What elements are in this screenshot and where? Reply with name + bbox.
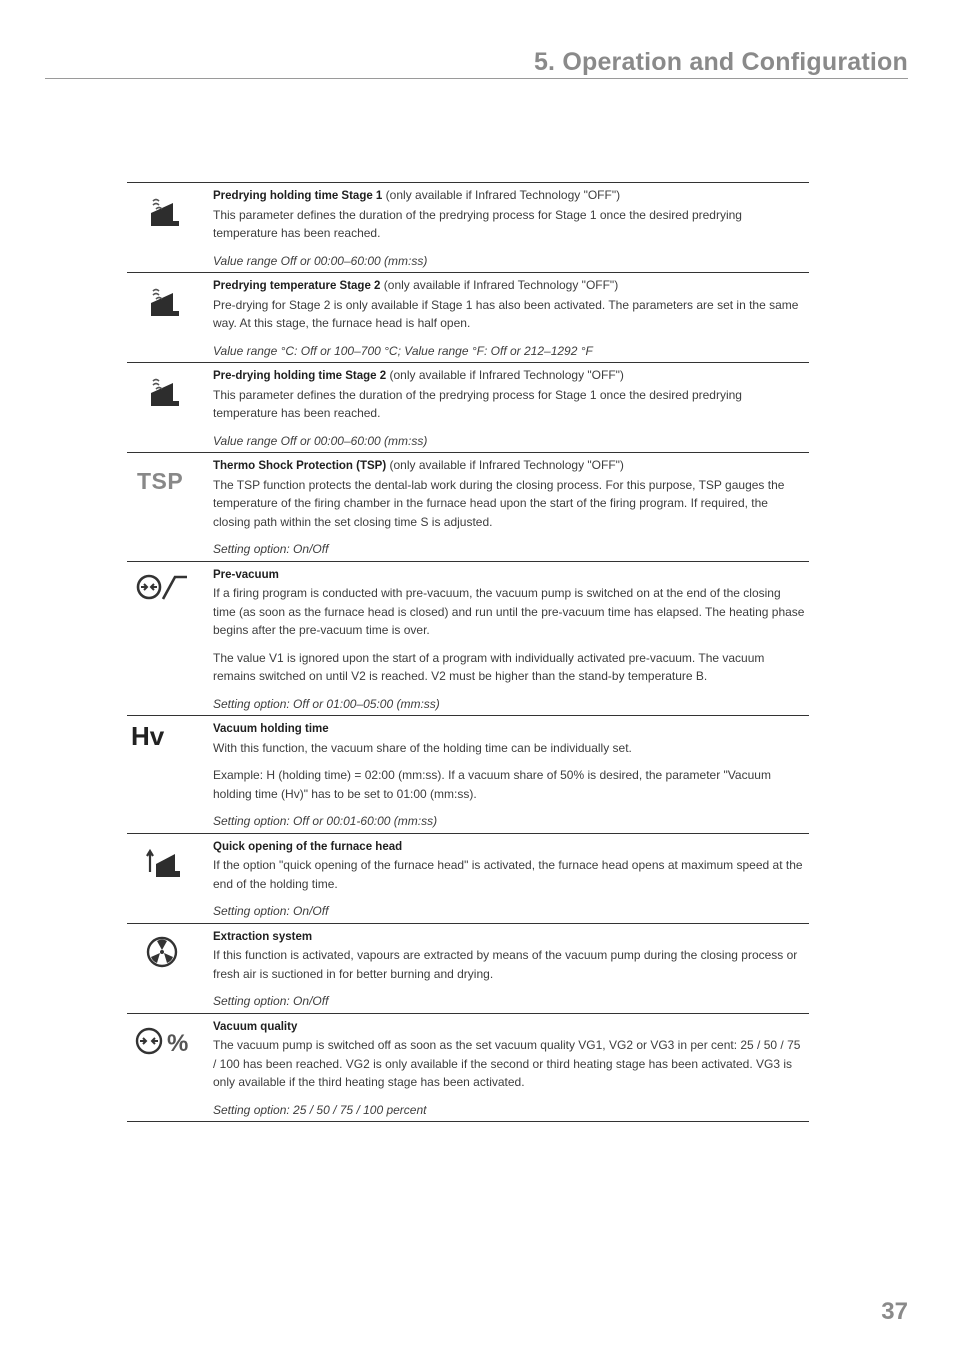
row-description: If this function is activated, vapours are extracted by means of the vacuum pump during the closing process or fresh air is suctioned in for better burning and drying.: [213, 948, 798, 981]
parameter-row: [127, 716, 809, 834]
row-description: If a firing program is conducted with pre-vacuum, the vacuum pump is switched on at the end of the closing time (as soon as the furnace head is closed) and run until the pre-vacuum time has elapsed. The heating phase begins after the pre-vacuum time is over.: [213, 586, 805, 637]
parameter-row: [127, 273, 809, 363]
row-value-range: Setting option: 25 / 50 / 75 / 100 percent: [213, 1102, 427, 1117]
row-title-note: (only available if Infrared Technology "OFF"): [386, 368, 624, 382]
parameter-row: [127, 1014, 809, 1123]
row-value-range: Setting option: On/Off: [213, 904, 329, 918]
predrying-icon: [147, 285, 187, 319]
row-description: This parameter defines the duration of the predrying process for Stage 1 once the desired predrying temperature has been reached.: [213, 207, 742, 240]
parameter-row: [127, 924, 809, 1014]
row-description: This parameter defines the duration of the predrying process for Stage 1 once the desired predrying temperature has been reached.: [213, 387, 742, 420]
extraction-fan-icon: [145, 935, 181, 969]
row-description: Example: H (holding time) = 02:00 (mm:ss). If a vacuum share of 50% is desired, the parameter "Vacuum holding time (Hv)" has to be set to 01:00 (mm:ss).: [213, 768, 771, 801]
row-title: Thermo Shock Protection (TSP): [213, 460, 387, 472]
row-description: The TSP function protects the dental-lab work during the closing process. For this purpose, TSP gauges the temperature of the firing chamber in the furnace head upon the start of the firing program. If required, the closing path within the set closing time S is adjusted.: [213, 477, 785, 529]
tsp-icon: TSP: [137, 468, 184, 494]
predrying-icon: [147, 195, 187, 229]
row-title: Predrying holding time Stage 1: [213, 190, 383, 202]
quick-opening-icon: [145, 846, 185, 880]
row-value-range: Value range Off or 00:00–60:00 (mm:ss): [213, 433, 428, 448]
row-description: With this function, the vacuum share of the holding time can be individually set.: [213, 740, 632, 755]
vacuum-quality-icon: [133, 1025, 193, 1057]
parameter-row: [127, 562, 809, 717]
row-title: Vacuum holding time: [213, 723, 329, 735]
row-title: Extraction system: [213, 930, 313, 943]
page-number: 37: [881, 1298, 908, 1325]
parameter-row: [127, 453, 809, 562]
parameter-row: [127, 834, 809, 924]
row-description: Pre-drying for Stage 2 is only available if Stage 1 has also been activated. The parameters are set in the same way. At this stage, the furnace head is half open.: [213, 297, 799, 330]
row-title: Pre-drying holding time Stage 2: [213, 370, 387, 382]
pre-vacuum-icon: [135, 571, 189, 603]
row-title-note: (only available if Infrared Technology "OFF"): [382, 188, 621, 202]
parameter-table: [127, 182, 809, 1122]
row-description: The value V1 is ignored upon the start of a program with individually activated pre-vacuum. The vacuum remains switched on until V2 is reached. V2 must be higher than the stand-by temperature B.: [213, 650, 765, 683]
row-title: Predrying temperature Stage 2: [213, 280, 381, 292]
row-description: If the option "quick opening of the furnace head" is activated, the furnace head opens at maximum speed at the end of the holding time.: [213, 858, 803, 891]
vacuum-holding-icon: Hv: [131, 721, 165, 751]
row-value-range: Value range Off or 00:00–60:00 (mm:ss): [213, 253, 428, 268]
row-title: Vacuum quality: [213, 1020, 298, 1033]
row-value-range: Setting option: On/Off: [213, 542, 329, 556]
row-description: The vacuum pump is switched off as soon as the set vacuum quality VG1, VG2 or VG3 in per cent: 25 / 50 / 75 / 100 has been reached. VG2 is only available if the second or third heating stage has been activated. VG3 is only available if the third heating stage has been activated.: [213, 1038, 801, 1089]
row-title: Quick opening of the furnace head: [213, 840, 403, 853]
row-value-range: Value range °C: Off or 100–700 °C; Value range °F: Off or 212–1292 °F: [213, 343, 593, 358]
row-title-note: (only available if Infrared Technology "OFF"): [380, 278, 619, 292]
row-title-note: (only available if Infrared Technology "OFF"): [386, 458, 624, 472]
row-value-range: Setting option: Off or 01:00–05:00 (mm:ss): [213, 696, 440, 711]
parameter-row: [127, 183, 809, 273]
parameter-row: [127, 363, 809, 453]
svg-text:%: %: [167, 1029, 189, 1057]
row-value-range: Setting option: On/Off: [213, 994, 329, 1008]
row-title: Pre-vacuum: [213, 568, 279, 581]
row-value-range: Setting option: Off or 00:01-60:00 (mm:ss): [213, 814, 438, 828]
header-divider: [45, 78, 908, 79]
page-title: 5. Operation and Configuration: [533, 48, 908, 76]
predrying-icon: [147, 375, 187, 409]
